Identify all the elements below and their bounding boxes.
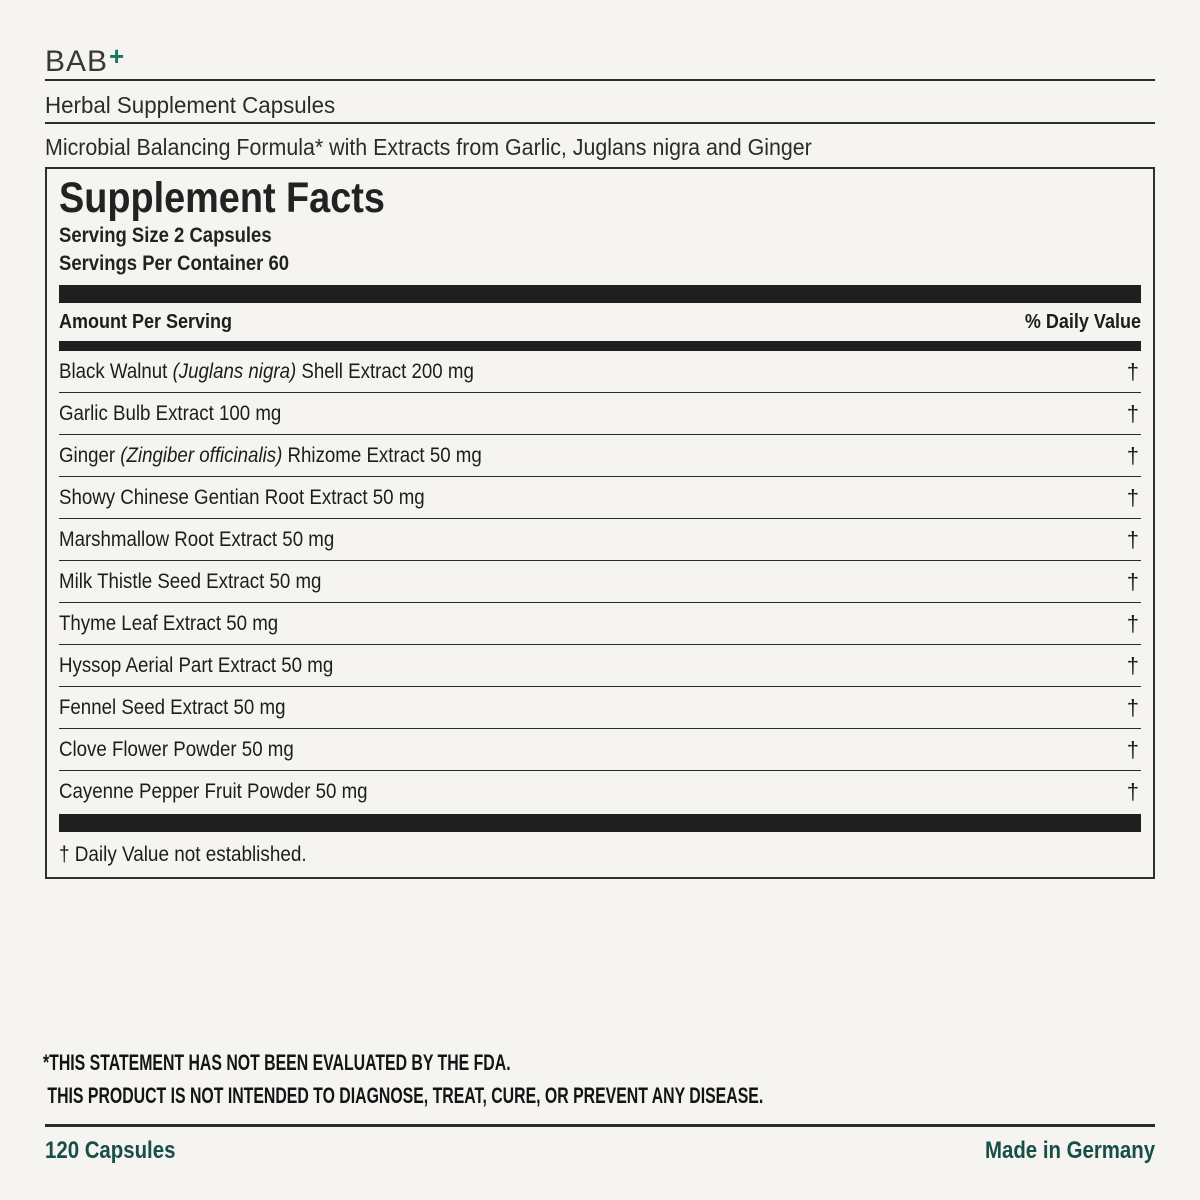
table-row — [59, 771, 1141, 812]
ingredient-label: Black Walnut (Juglans nigra) Shell Extract 200 mg — [59, 360, 474, 383]
column-header-daily-value: % Daily Value — [1024, 311, 1141, 333]
fda-disclaimer-line2: THIS PRODUCT IS NOT INTENDED TO DIAGNOSE, TREAT, CURE, OR PREVENT ANY DISEASE. — [43, 1083, 764, 1108]
brand-logo — [45, 40, 125, 78]
daily-value-mark: † — [1126, 695, 1139, 720]
daily-value-mark: † — [1126, 737, 1139, 762]
brand-text: BAB — [45, 45, 109, 78]
daily-value-mark: † — [1126, 569, 1139, 594]
table-row — [59, 729, 1141, 771]
daily-value-mark: † — [1126, 485, 1139, 510]
ingredient-label: Ginger (Zingiber officinalis) Rhizome Extract 50 mg — [59, 444, 482, 467]
header-divider-1 — [45, 79, 1155, 81]
ingredient-label: Hyssop Aerial Part Extract 50 mg — [59, 654, 334, 677]
ingredient-label: Showy Chinese Gentian Root Extract 50 mg — [59, 486, 425, 509]
made-in-label: Made in Germany — [984, 1137, 1155, 1164]
separator-bar-top — [59, 285, 1141, 303]
product-tagline: Microbial Balancing Formula* with Extracts from Garlic, Juglans nigra and Ginger — [45, 134, 812, 160]
panel-title: Supplement Facts — [59, 174, 385, 222]
capsule-count: 120 Capsules — [45, 1137, 176, 1164]
table-row — [59, 351, 1141, 393]
daily-value-mark: † — [1126, 359, 1139, 384]
brand-plus-icon: + — [109, 41, 126, 71]
serving-size: Serving Size 2 Capsules — [59, 224, 272, 247]
daily-value-mark: † — [1126, 443, 1139, 468]
daily-value-mark: † — [1126, 779, 1139, 804]
header-divider-2 — [45, 122, 1155, 124]
daily-value-mark: † — [1126, 527, 1139, 552]
ingredient-table — [59, 351, 1141, 812]
table-header-row — [59, 303, 1141, 341]
product-subtitle: Herbal Supplement Capsules — [45, 92, 336, 118]
table-row — [59, 519, 1141, 561]
table-row — [59, 687, 1141, 729]
ingredient-label: Clove Flower Powder 50 mg — [59, 738, 294, 761]
footer-row — [45, 1136, 1155, 1166]
ingredient-label: Milk Thistle Seed Extract 50 mg — [59, 570, 322, 593]
daily-value-mark: † — [1126, 611, 1139, 636]
supplement-facts-panel — [45, 167, 1155, 879]
table-row — [59, 393, 1141, 435]
table-row — [59, 477, 1141, 519]
daily-value-footnote: † Daily Value not established. — [59, 843, 307, 866]
daily-value-mark: † — [1126, 653, 1139, 678]
ingredient-label: Fennel Seed Extract 50 mg — [59, 696, 286, 719]
ingredient-label: Garlic Bulb Extract 100 mg — [59, 402, 282, 425]
table-row — [59, 603, 1141, 645]
table-row — [59, 645, 1141, 687]
column-header-amount: Amount Per Serving — [59, 311, 233, 333]
separator-bar-bottom — [59, 814, 1141, 832]
fda-disclaimer — [43, 1046, 763, 1112]
fda-disclaimer-line1: *THIS STATEMENT HAS NOT BEEN EVALUATED BY THE FDA. — [43, 1050, 511, 1075]
daily-value-mark: † — [1126, 401, 1139, 426]
ingredient-label: Cayenne Pepper Fruit Powder 50 mg — [59, 780, 368, 803]
table-row — [59, 561, 1141, 603]
table-row — [59, 435, 1141, 477]
footer-divider — [45, 1124, 1155, 1127]
ingredient-label: Thyme Leaf Extract 50 mg — [59, 612, 279, 635]
separator-bar-header — [59, 341, 1141, 351]
ingredient-label: Marshmallow Root Extract 50 mg — [59, 528, 335, 551]
servings-per-container: Servings Per Container 60 — [59, 252, 290, 275]
